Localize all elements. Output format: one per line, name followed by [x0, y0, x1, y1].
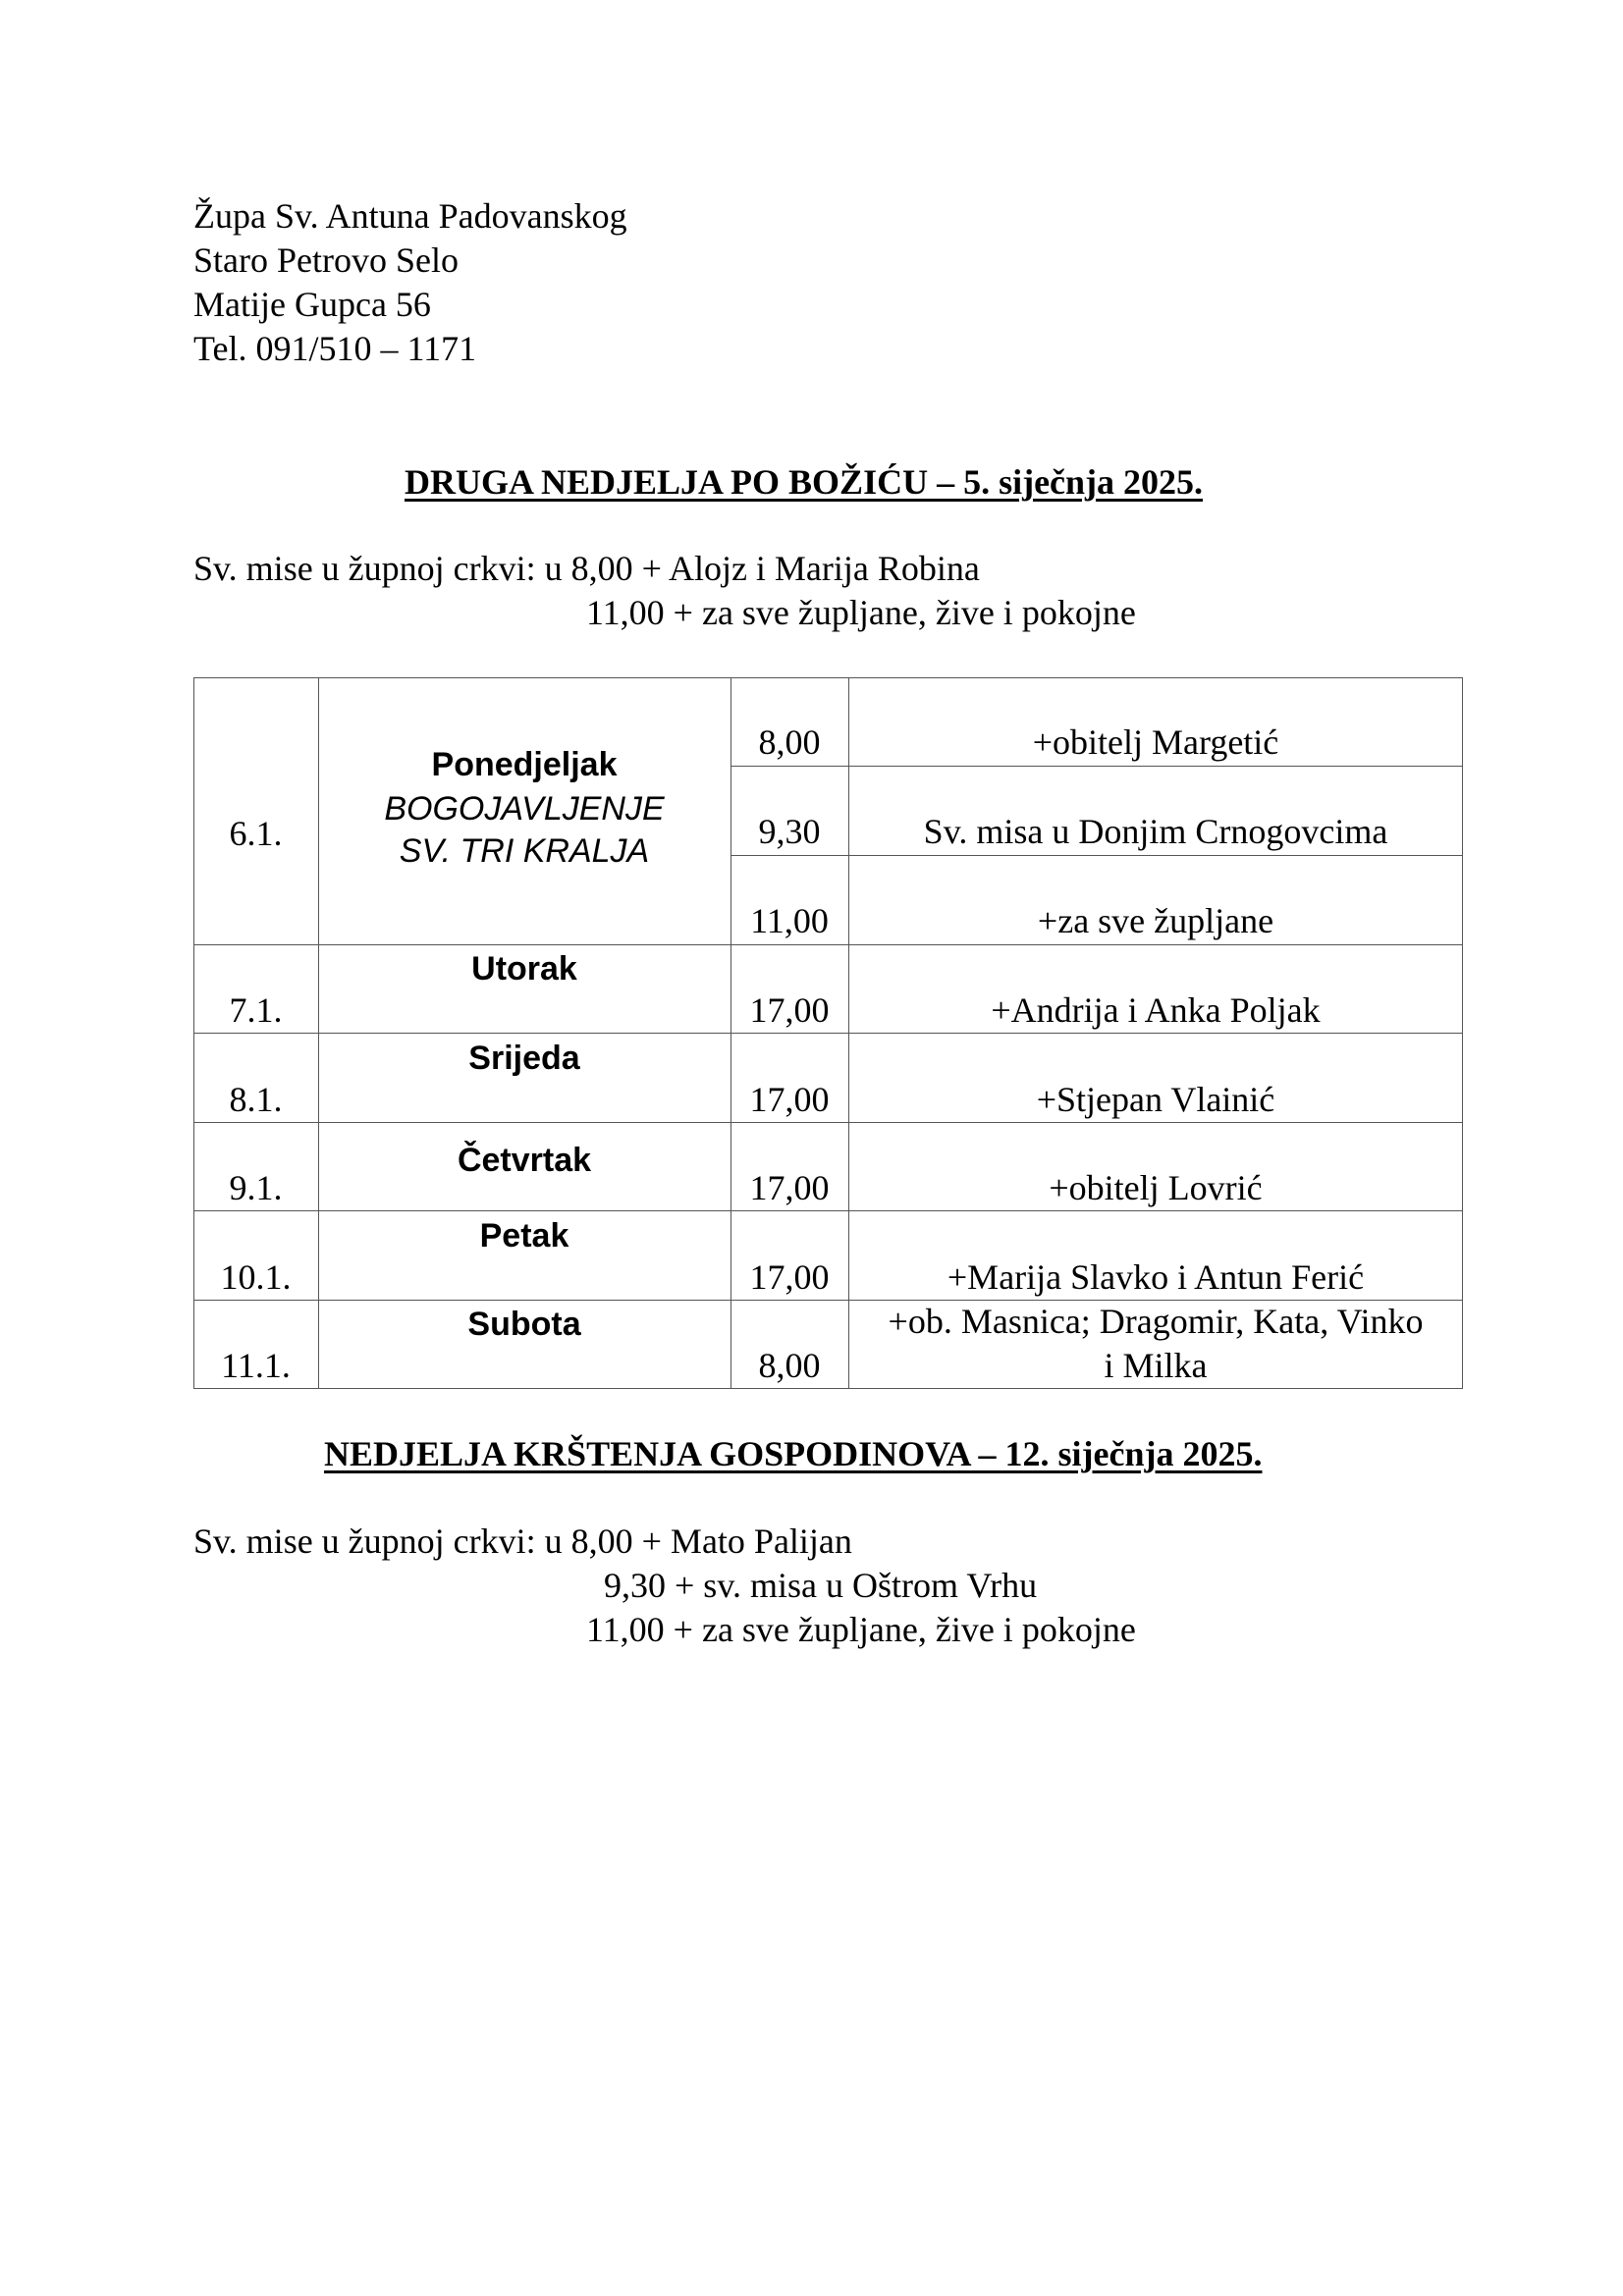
day-name: Ponedjeljak	[431, 746, 618, 783]
date-cell: 9.1.	[229, 1168, 283, 1207]
mass-intention: +Marija Slavko i Antun Ferić	[947, 1257, 1365, 1297]
sunday2-title: NEDJELJA KRŠTENJA GOSPODINOVA – 12. siječnja 2025.	[324, 1434, 1263, 1473]
mass-intention: +obitelj Margetić	[1032, 722, 1279, 762]
mass-time: 9,30	[758, 812, 821, 851]
parish-address: Matije Gupca 56	[193, 285, 431, 324]
day-name: Srijeda	[468, 1040, 580, 1077]
sunday1-line-2: 11,00 + za sve župljane, žive i pokojne	[586, 593, 1136, 632]
mass-time: 11,00	[750, 901, 829, 940]
parish-place: Staro Petrovo Selo	[193, 240, 459, 280]
row-divider	[730, 855, 1463, 856]
sunday1-line-1: Sv. mise u župnoj crkvi: u 8,00 + Alojz i Marija Robina	[193, 549, 980, 588]
date-cell: 8.1.	[229, 1080, 283, 1119]
sunday1-title: DRUGA NEDJELJA PO BOŽIĆU – 5. siječnja 2025.	[405, 462, 1204, 502]
day-name: Utorak	[471, 950, 577, 988]
mass-intention: +obitelj Lovrić	[1049, 1168, 1263, 1207]
mass-intention: +Andrija i Anka Poljak	[991, 990, 1321, 1030]
mass-intention: +ob. Masnica; Dragomir, Kata, Vinko	[888, 1302, 1424, 1341]
date-cell: 6.1.	[229, 814, 283, 853]
feast-name: BOGOJAVLJENJE	[384, 790, 665, 828]
row-divider	[193, 944, 1463, 945]
row-divider	[730, 766, 1463, 767]
date-cell: 11.1.	[221, 1346, 291, 1385]
parish-phone: Tel. 091/510 – 1171	[193, 329, 477, 368]
table-border	[193, 1388, 1463, 1389]
table-border	[193, 677, 1463, 678]
day-name: Četvrtak	[457, 1142, 592, 1179]
row-divider	[193, 1210, 1463, 1211]
sunday2-line-2: 9,30 + sv. misa u Oštrom Vrhu	[604, 1566, 1038, 1605]
sunday2-line-1: Sv. mise u župnoj crkvi: u 8,00 + Mato Palijan	[193, 1522, 852, 1561]
mass-time: 8,00	[758, 1346, 821, 1385]
mass-time: 8,00	[758, 722, 821, 762]
mass-time: 17,00	[749, 990, 830, 1030]
mass-intention: i Milka	[1104, 1346, 1208, 1385]
sunday2-line-3: 11,00 + za sve župljane, žive i pokojne	[586, 1610, 1136, 1649]
mass-time: 17,00	[749, 1080, 830, 1119]
feast-name: SV. TRI KRALJA	[399, 832, 650, 870]
parish-name: Župa Sv. Antuna Padovanskog	[193, 196, 627, 236]
mass-time: 17,00	[749, 1257, 830, 1297]
row-divider	[193, 1122, 1463, 1123]
schedule-table	[193, 677, 1463, 1388]
row-divider	[193, 1033, 1463, 1034]
date-cell: 7.1.	[229, 990, 283, 1030]
mass-intention: Sv. misa u Donjim Crnogovcima	[923, 812, 1388, 851]
day-name: Subota	[467, 1306, 581, 1343]
day-name: Petak	[479, 1217, 569, 1255]
mass-intention: +za sve župljane	[1037, 901, 1274, 940]
mass-time: 17,00	[749, 1168, 830, 1207]
mass-intention: +Stjepan Vlainić	[1036, 1080, 1275, 1119]
date-cell: 10.1.	[220, 1257, 292, 1297]
